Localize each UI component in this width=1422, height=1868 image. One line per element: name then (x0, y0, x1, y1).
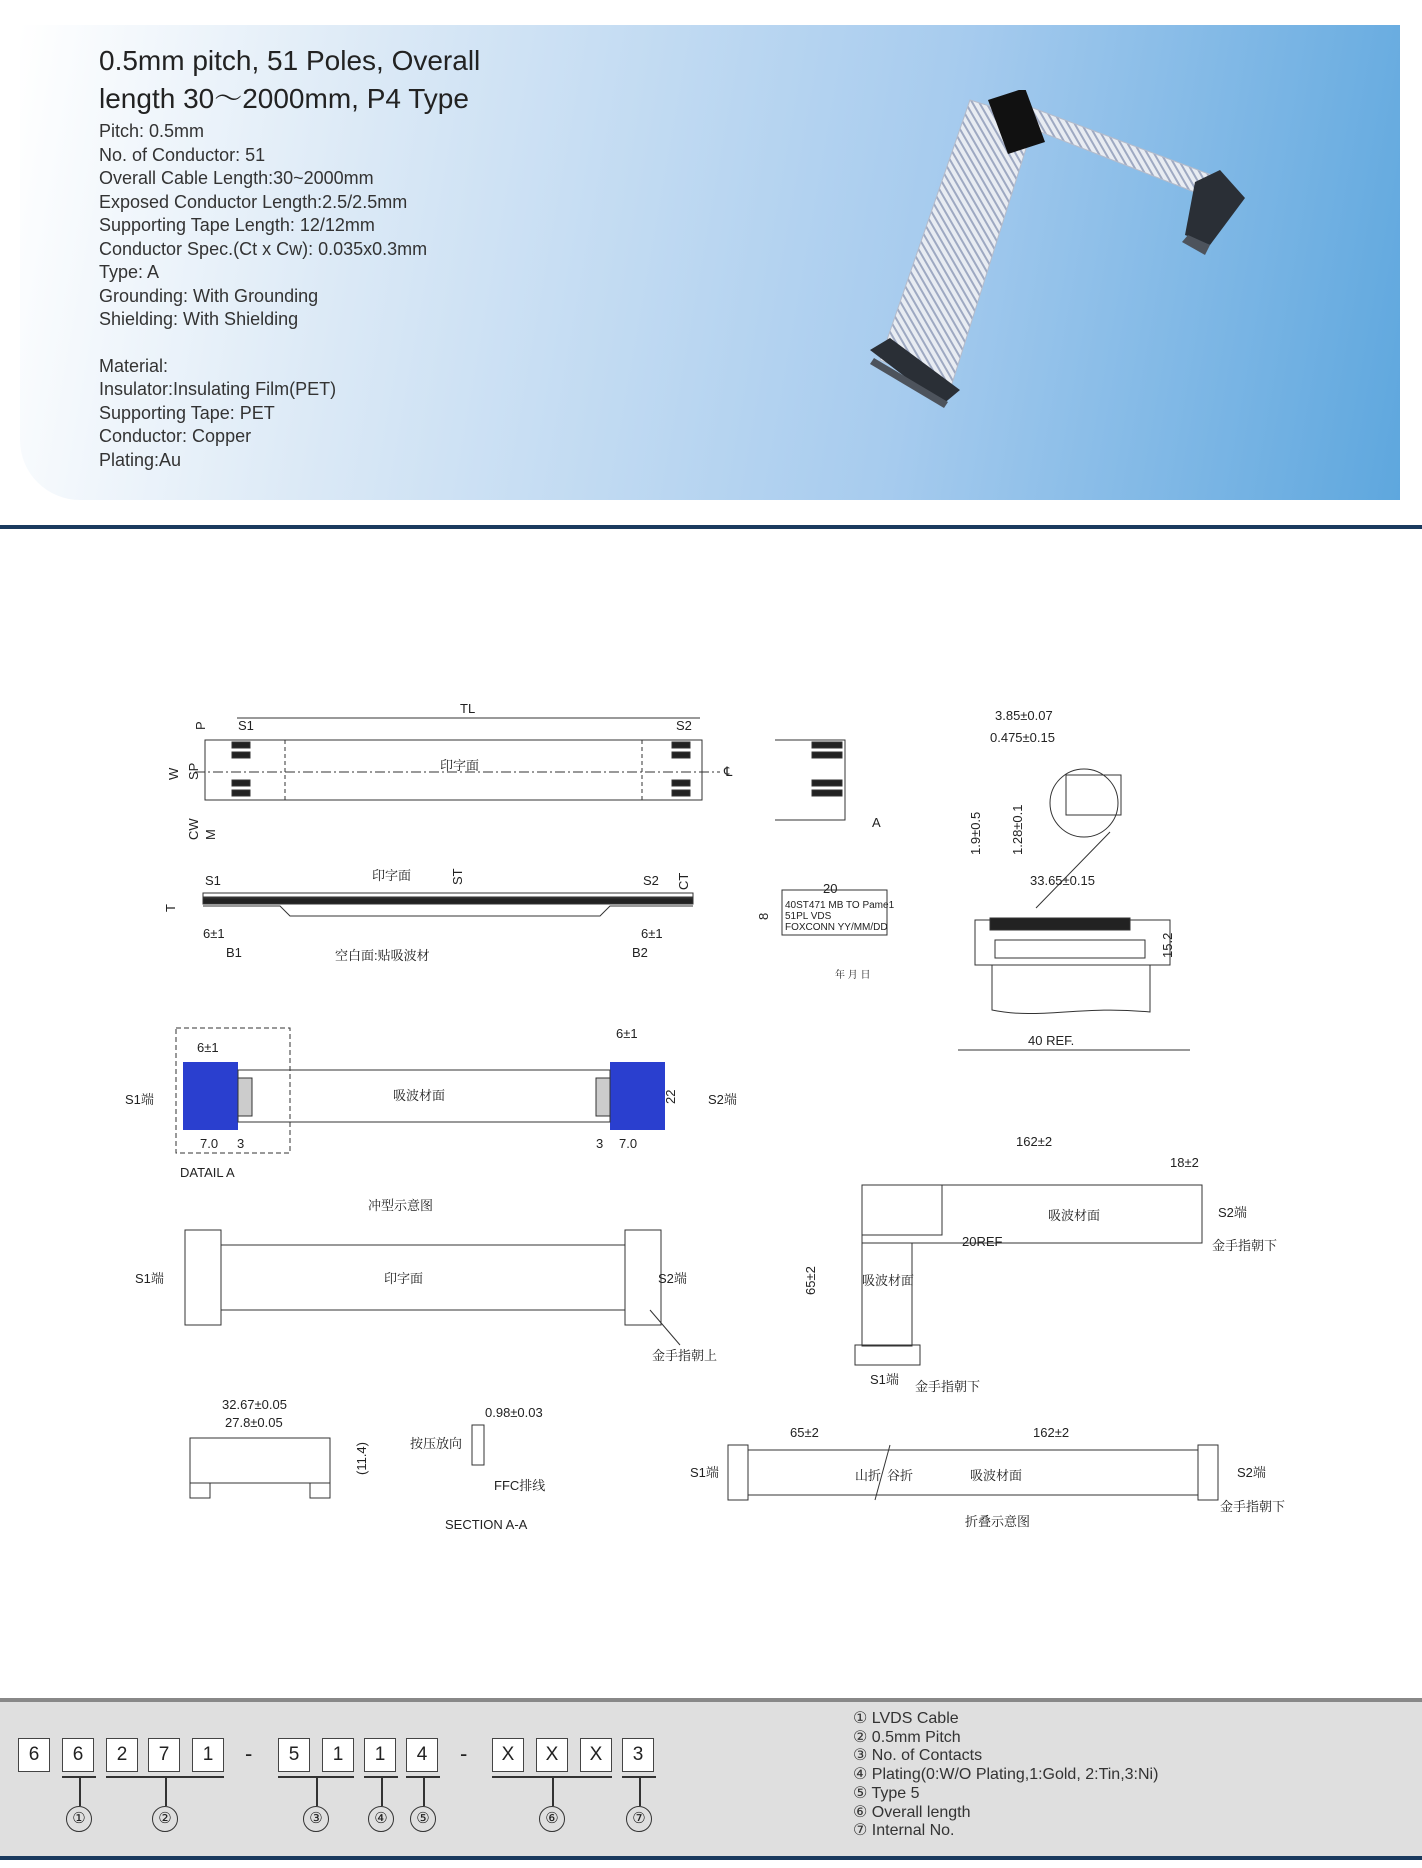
folded-l-view (803, 1134, 1277, 1394)
spec-list (99, 120, 427, 472)
dim-0475: 0.475±0.15 (990, 730, 1055, 745)
dim-114: (11.4) (354, 1442, 369, 1475)
legend-item-3: ③ No. of Contacts (853, 1747, 983, 1765)
pn-box-3: 2 (106, 1738, 138, 1772)
dim-m: M (203, 829, 218, 840)
label-line-2: 51PL VDS (785, 911, 832, 922)
press-direction-label: 按压放向 (410, 1436, 463, 1451)
pn-callout-5: ⑤ (410, 1806, 436, 1832)
ffc-cable-label: FFC排线 (494, 1478, 546, 1493)
cable-side-view (163, 868, 693, 963)
print-face-label-1: 印字面 (440, 758, 480, 773)
dim-6pm1-left: 6±1 (203, 926, 225, 941)
pn-box-10: X (492, 1738, 524, 1772)
spec-conductors: No. of Conductor: 51 (99, 144, 266, 165)
s1-end-label-3: S1端 (870, 1372, 899, 1387)
dim-sp: SP (186, 762, 201, 780)
valley-fold-label: 谷折 (887, 1468, 914, 1483)
dim-18: 18±2 (1170, 1155, 1199, 1170)
pn-dash-1: - (245, 1741, 253, 1766)
pn-box-9: 4 (406, 1738, 438, 1772)
pn-drop-line-2 (165, 1776, 167, 1806)
pn-callout-3: ③ (303, 1806, 329, 1832)
dim-s1-side: S1 (205, 873, 221, 888)
spec-tape-length: Supporting Tape Length: 12/12mm (99, 215, 375, 235)
pn-box-8: 1 (364, 1738, 396, 1772)
material-conductor: Conductor: Copper (99, 426, 252, 446)
cable-product-photo (860, 90, 1280, 430)
pn-drop-line-7 (639, 1776, 641, 1806)
dim-6pm1-detail-left: 6±1 (197, 1040, 219, 1055)
legend-item-5: ⑤ Type 5 (853, 1784, 920, 1802)
pn-dash-2: - (460, 1741, 468, 1766)
dim-b1: B1 (226, 945, 242, 960)
dim-128: 1.28±0.1 (1010, 804, 1025, 855)
pn-drop-line-6 (552, 1776, 554, 1806)
label-line-1: 40ST471 MB TO Pame1 (785, 900, 895, 911)
dim-s1: S1 (238, 718, 254, 733)
label-width: 20 (823, 881, 838, 896)
dim-ct: CT (676, 872, 691, 890)
pn-callout-6: ⑥ (539, 1806, 565, 1832)
pn-drop-line-3 (316, 1776, 318, 1806)
gold-down-label-2: 金手指朝下 (915, 1379, 981, 1394)
material-insulator: Insulator:Insulating Film(PET) (99, 379, 337, 399)
dim-278: 27.8±0.05 (225, 1415, 283, 1430)
dim-3-left: 3 (237, 1136, 245, 1151)
title-line-2: length 30～2000mm, P4 Type (99, 83, 469, 114)
cable-label (756, 881, 895, 981)
dim-a: A (872, 815, 881, 830)
spec-conductor-spec: Conductor Spec.(Ct x Cw): 0.035x0.3mm (99, 238, 428, 259)
bottom-rule (0, 1856, 1422, 1860)
pn-box-1: 6 (18, 1738, 50, 1772)
mountain-fold-label: 山折 (855, 1468, 882, 1483)
folded-straight-view (690, 1425, 1285, 1529)
label-height: 8 (756, 912, 771, 920)
dim-6pm1-detail-right: 6±1 (616, 1026, 638, 1041)
page-title (99, 42, 480, 118)
centerline-mark-1: ℄ (724, 764, 733, 779)
dim-70-right: 7.0 (619, 1136, 638, 1151)
gold-down-label-1: 金手指朝下 (1212, 1238, 1278, 1253)
dim-385: 3.85±0.07 (995, 708, 1053, 723)
dim-cw: CW (186, 818, 201, 840)
cable-top-view (166, 701, 733, 840)
dim-3-right: 3 (596, 1136, 604, 1151)
absorber-face-label-2: 吸波材面 (1048, 1208, 1101, 1223)
pn-box-6: 5 (278, 1738, 310, 1772)
s2-end-label-3: S2端 (1218, 1205, 1247, 1220)
gold-down-label-3: 金手指朝下 (1220, 1499, 1286, 1514)
dim-20ref: 20REF (962, 1234, 1003, 1249)
spec-cable-length: Overall Cable Length:30~2000mm (99, 168, 374, 188)
legend-item-1: ① LVDS Cable (853, 1710, 959, 1727)
detail-a-label: DATAIL A (180, 1165, 235, 1180)
dim-65-vert: 65±2 (803, 1266, 818, 1295)
pn-callout-4: ④ (368, 1806, 394, 1832)
dim-152: 15.2 (1160, 932, 1175, 958)
connector-detail (958, 708, 1190, 1050)
s1-end-label-2: S1端 (135, 1271, 164, 1286)
end-detail (775, 740, 881, 830)
dim-6pm1-right: 6±1 (641, 926, 663, 941)
material-tape: Supporting Tape: PET (99, 402, 275, 423)
s2-end-label-2: S2端 (658, 1271, 687, 1286)
legend-item-4: ④ Plating(0:W/O Plating,1:Gold, 2:Tin,3:Ni) (853, 1766, 1159, 1784)
s1-end-label-1: S1端 (125, 1092, 154, 1107)
part-number-bar (0, 1698, 1422, 1860)
material-plating: Plating:Au (99, 449, 182, 470)
dim-st: ST (450, 868, 465, 885)
dim-22: 22 (663, 1089, 678, 1104)
s2-end-label-4: S2端 (1237, 1465, 1266, 1480)
legend-item-6: ⑥ Overall length (853, 1803, 971, 1821)
technical-drawings (0, 680, 1422, 1580)
s1-end-label-4: S1端 (690, 1465, 719, 1480)
connector-section (190, 1397, 545, 1532)
dim-s2: S2 (676, 718, 692, 733)
pn-box-12: X (580, 1738, 612, 1772)
dim-3365: 33.65±0.15 (1030, 873, 1095, 888)
detail-a-view (125, 1026, 737, 1213)
absorber-face-label-4: 吸波材面 (970, 1468, 1023, 1483)
print-face-label-2: 印字面 (372, 868, 412, 883)
legend-item-7: ⑦ Internal No. (853, 1822, 955, 1840)
pn-callout-7: ⑦ (626, 1806, 652, 1832)
dim-b2: B2 (632, 945, 648, 960)
dim-098: 0.98±0.03 (485, 1405, 543, 1420)
pn-box-5: 1 (192, 1738, 224, 1772)
gold-up-label: 金手指朝上 (652, 1348, 718, 1363)
spec-pitch: Pitch: 0.5mm (99, 121, 205, 141)
print-face-label-3: 印字面 (384, 1271, 424, 1286)
dim-162-top: 162±2 (1016, 1134, 1053, 1149)
pn-drop-line-4 (381, 1776, 383, 1806)
spec-type: Type: A (99, 262, 160, 282)
assembled-cable (135, 1230, 717, 1363)
dim-t: T (163, 904, 178, 912)
pn-box-13: 3 (622, 1738, 654, 1772)
pn-callout-2: ② (152, 1806, 178, 1832)
pn-box-7: 1 (322, 1738, 354, 1772)
material-heading: Material: (99, 355, 169, 376)
dim-s2-side: S2 (643, 873, 659, 888)
pn-box-11: X (536, 1738, 568, 1772)
dim-tl: TL (460, 701, 476, 716)
s2-end-label-1: S2端 (708, 1092, 737, 1107)
dim-70-left: 7.0 (200, 1136, 219, 1151)
section-divider (0, 525, 1422, 529)
pn-box-4: 7 (148, 1738, 180, 1772)
pn-callout-1: ① (66, 1806, 92, 1832)
dim-65-horiz: 65±2 (790, 1425, 819, 1440)
fold-diagram-label: 折叠示意图 (965, 1514, 1031, 1529)
label-line-3: FOXCONN YY/MM/DD (785, 922, 888, 933)
spec-exposed-length: Exposed Conductor Length:2.5/2.5mm (99, 191, 408, 212)
pn-drop-line-5 (423, 1776, 425, 1806)
blank-face-note: 空白面:贴吸波材 (335, 948, 430, 963)
spec-grounding: Grounding: With Grounding (99, 285, 319, 306)
dim-3267: 32.67±0.05 (222, 1397, 287, 1412)
dim-p: P (193, 721, 208, 730)
label-ymd: 年 月 日 (835, 970, 871, 981)
section-aa-label: SECTION A-A (445, 1517, 528, 1532)
part-number-legend (853, 1710, 1158, 1841)
title-line-1: 0.5mm pitch, 51 Poles, Overall (99, 45, 481, 76)
absorber-face-label-3: 吸波材面 (862, 1273, 915, 1288)
dim-162-bottom: 162±2 (1033, 1425, 1070, 1440)
punch-diagram-label: 冲型示意图 (368, 1198, 434, 1213)
spec-shielding: Shielding: With Shielding (99, 309, 299, 329)
absorber-face-label-1: 吸波材面 (393, 1088, 446, 1103)
dim-w: W (166, 767, 181, 780)
dim-40ref: 40 REF. (1028, 1033, 1075, 1048)
pn-box-2: 6 (62, 1738, 94, 1772)
legend-item-2: ② 0.5mm Pitch (853, 1728, 961, 1746)
pn-drop-line-1 (79, 1776, 81, 1806)
dim-19: 1.9±0.5 (968, 811, 983, 855)
